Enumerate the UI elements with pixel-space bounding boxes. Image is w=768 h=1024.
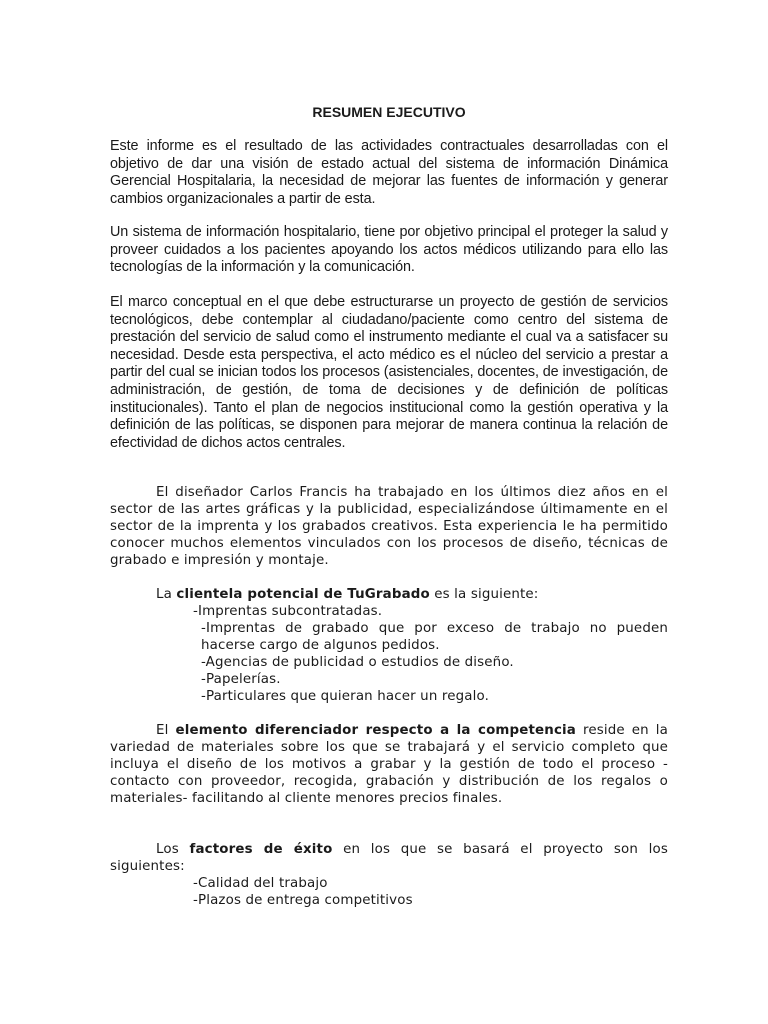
- bold-text: elemento diferenciador respecto a la competencia: [175, 723, 576, 738]
- paragraph-potential-clients: [156, 586, 538, 603]
- list-item-client: -Papelerías.: [201, 672, 281, 687]
- paragraph-success-factors: [110, 841, 668, 875]
- text-segment: El: [156, 723, 176, 738]
- list-item-client: -Agencias de publicidad o estudios de diseño.: [201, 655, 514, 670]
- paragraph-designer-background: El diseñador Carlos Francis ha trabajado en los últimos diez años en el sector de las artes gráficas y la publicidad, especializándose últimamente en el sector de la imprenta y los grabados creativos. Esta experiencia le ha permitido conocer muchos elementos vinculados con los procesos de diseño, técnicas de grabado e impresión y montaje.: [110, 485, 668, 568]
- list-item-client: -Imprentas subcontratadas.: [193, 604, 383, 619]
- paragraph-report-intro: Este informe es el resultado de las actividades contractuales desarrolladas con el objetivo de dar una visión de estado actual del sistema de información Dinámica Gerencial Hospitalaria, la necesidad de mejorar las fuentes de información y generar cambios organizacionales a partir de esta.: [110, 138, 668, 207]
- bold-text: factores de éxito: [189, 842, 333, 857]
- list-item-client: -Particulares que quieran hacer un regalo.: [201, 689, 489, 704]
- list-item-factor: -Plazos de entrega competitivos: [193, 893, 413, 908]
- text-segment: La: [156, 587, 177, 602]
- paragraph-hospital-system: Un sistema de información hospitalario, tiene por objetivo principal el proteger la salud y proveer cuidados a los pacientes apoyando los actos médicos utilizando para ello las tecnologías de la información y la comunicación.: [110, 224, 668, 276]
- bold-text: clientela potencial de TuGrabado: [176, 587, 430, 602]
- paragraph-differentiator: [110, 722, 668, 807]
- page-title: RESUMEN EJECUTIVO: [312, 104, 466, 120]
- text-segment: en los que se basará el proyecto son los siguientes:: [110, 842, 668, 874]
- text-segment: es la siguiente:: [429, 587, 539, 602]
- text-segment: Los: [156, 842, 190, 857]
- text-segment: reside en la variedad de materiales sobre los que se trabajará y el servicio completo que incluya el diseño de los motivos a grabar y la gestión de todo el proceso -contacto con proveedor, recogida, grabación y distribución de los regalos o materiales- facilitando al cliente menores precios finales.: [110, 723, 669, 806]
- list-item-factor: -Calidad del trabajo: [193, 876, 328, 891]
- list-item-client: -Imprentas de grabado que por exceso de trabajo no pueden hacerse cargo de algunos pedidos.: [201, 621, 668, 653]
- paragraph-conceptual-framework: El marco conceptual en el que debe estructurarse un proyecto de gestión de servicios tecnológicos, debe contemplar al ciudadano/paciente como centro del sistema de prestación del servicio de salud como el instrumento mediante el cual va a satisfacer su necesidad. Desde esta perspectiva, el acto médico es el núcleo del servicio a prestar a partir del cual se inician todos los procesos (asistenciales, docentes, de investigación, de administración, de gestión, de toma de decisiones y de definición de políticas institucionales). Tanto el plan de negocios institucional como la gestión operativa y la definición de las políticas, se disponen para mejorar de manera continua la relación de efectividad de dichos actos centrales.: [110, 294, 668, 451]
